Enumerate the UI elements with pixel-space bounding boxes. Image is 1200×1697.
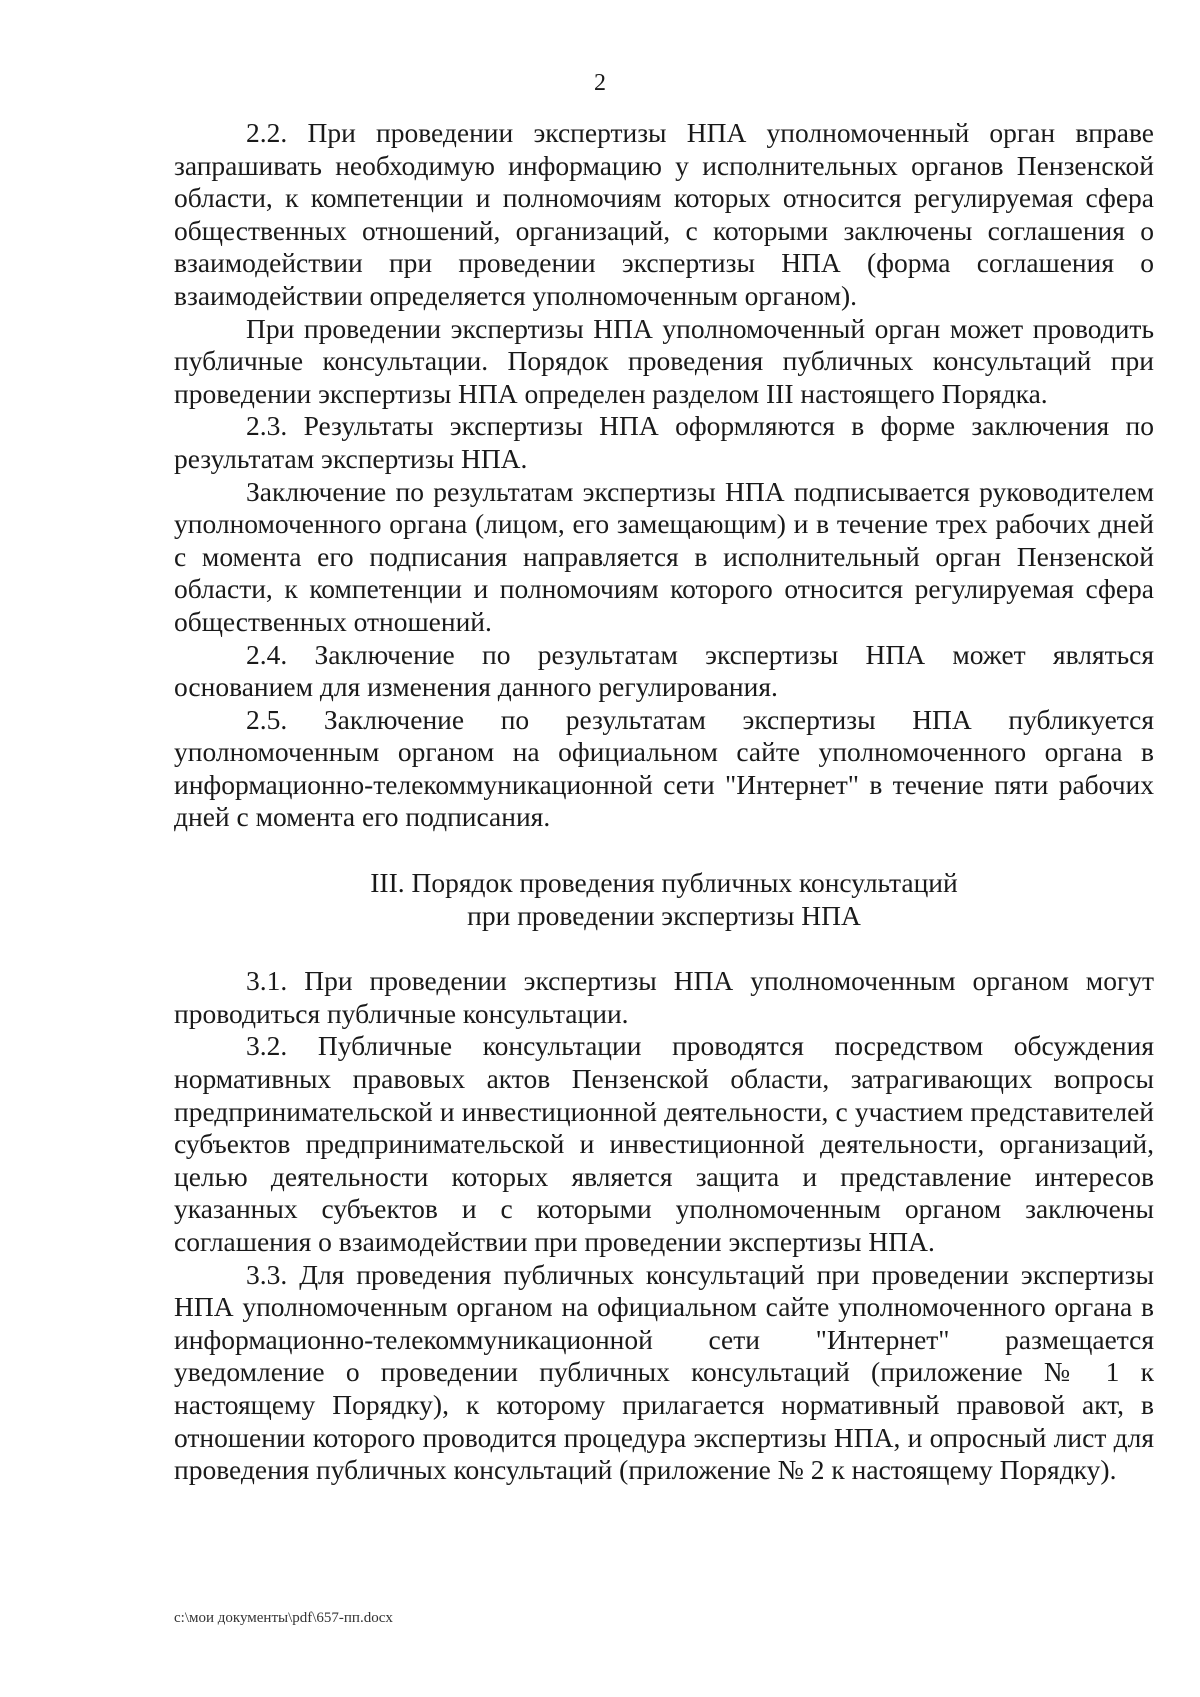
section-heading <box>174 867 1154 932</box>
footer-file-path: c:\мои документы\pdf\657-пп.docx <box>174 1610 393 1626</box>
paragraph-3-3: 3.3. Для проведения публичных консультаций при проведении экспертизы НПА уполномоченным органом на официальном сайте уполномоченного органа в информационно-телекоммуникационной сети "Интернет" размещается уведомление о проведении публичных консультаций (приложение № 1 к настоящему Порядку), к которому прилагается нормативный правовой акт, в отношении которого проводится процедура экспертизы НПА, и опросный лист для проведения публичных консультаций (приложение № 2 к настоящему Порядку). <box>174 1258 1154 1486</box>
paragraph-3-1: 3.1. При проведении экспертизы НПА уполномоченным органом могут проводиться публичные консультации. <box>174 965 1154 1029</box>
page-number: 2 <box>594 70 606 96</box>
document-body <box>174 117 1154 1487</box>
paragraph-3-2: 3.2. Публичные консультации проводятся посредством обсуждения нормативных правовых актов Пензенской области, затрагивающих вопросы предпринимательской и инвестиционной деятельности, с участием представителей субъектов предпринимательской и инвестиционной деятельности, организаций, целью деятельности которых является защита и представление интересов указанных субъектов и с которыми уполномоченным органом заключены соглашения о взаимодействии при проведении экспертизы НПА. <box>174 1030 1154 1257</box>
section-heading-line-1: III. Порядок проведения публичных консультаций <box>370 867 958 899</box>
paragraph-2-4: 2.4. Заключение по результатам экспертизы НПА может являться основанием для изменения данного регулирования. <box>174 638 1154 703</box>
paragraph-2-3: 2.3. Результаты экспертизы НПА оформляются в форме заключения по результатам экспертизы НПА. <box>174 410 1154 474</box>
paragraph-conclusion-signing: Заключение по результатам экспертизы НПА подписывается руководителем уполномоченного органа (лицом, его замещающим) и в течение трех рабочих дней с момента его подписания направляется в исполнительный орган Пензенской области, к компетенции и полномочиям которого относится регулируемая сфера общественных отношений. <box>174 475 1154 637</box>
section-heading-line-2: при проведении экспертизы НПА <box>467 899 861 931</box>
paragraph-public-consultations: При проведении экспертизы НПА уполномоченный орган может проводить публичные консультации. Порядок проведения публичных консультаций при проведении экспертизы НПА определен разделом III настоящего Порядка. <box>174 312 1154 409</box>
paragraph-2-5: 2.5. Заключение по результатам экспертизы НПА публикуется уполномоченным органом на официальном сайте уполномоченного органа в информационно-телекоммуникационной сети "Интернет" в течение пяти рабочих дней с момента его подписания. <box>174 703 1154 833</box>
paragraph-2-2: 2.2. При проведении экспертизы НПА уполномоченный орган вправе запрашивать необходимую информацию у исполнительных органов Пензенской области, к компетенции и полномочиям которых относится регулируемая сфера общественных отношений, организаций, с которыми заключены соглашения о взаимодействии при проведении экспертизы НПА (форма соглашения о взаимодействии определяется уполномоченным органом). <box>174 117 1154 311</box>
